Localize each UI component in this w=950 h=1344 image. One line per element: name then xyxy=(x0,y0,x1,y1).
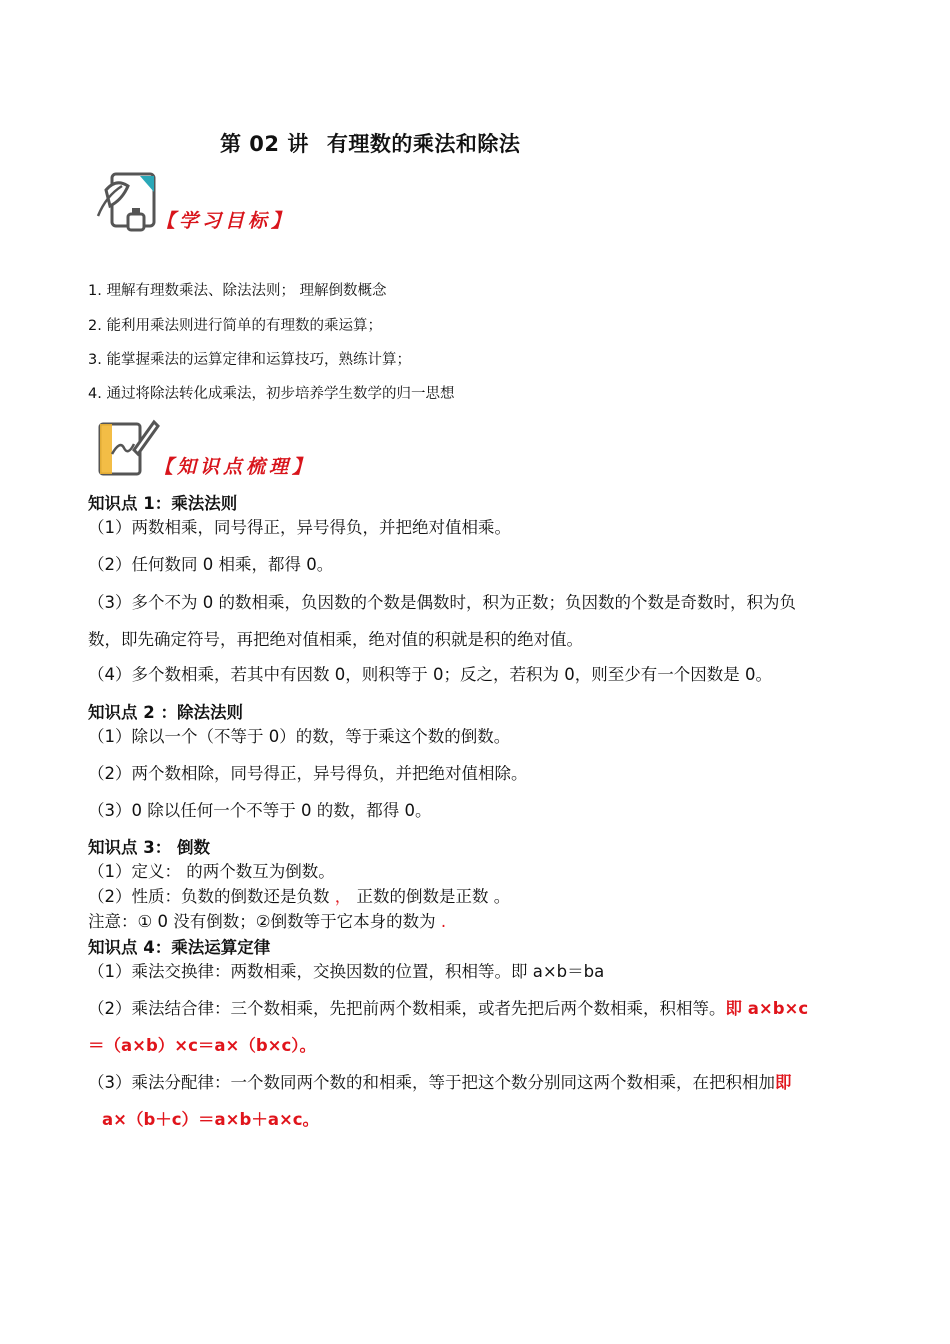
kp4-dist-formula: 即 xyxy=(775,1073,792,1092)
kp1-heading: 知识点 1：乘法法则 xyxy=(88,494,238,513)
kp4-dist-formula-cont: a×（b＋c）＝a×b＋a×c。 xyxy=(102,1110,320,1129)
kp3-line xyxy=(88,908,446,932)
notepad-pen-icon xyxy=(94,414,160,480)
kp4-line: （1）乘法交换律：两数相乘，交换因数的位置，积相等。即 a×b＝ba xyxy=(88,962,605,981)
red-comma: ， xyxy=(334,887,352,906)
kp4-assoc-text: （2）乘法结合律：三个数相乘，先把前两个数相乘，或者先把后两个数相乘，积相等。 xyxy=(88,999,726,1018)
kp3-property-text: 正数的倒数是正数 。 xyxy=(351,887,511,906)
kp4-dist-text: （3）乘法分配律：一个数同两个数的和相乘，等于把这个数分别同这两个数相乘，在把积相加 xyxy=(88,1073,775,1092)
kp4-line xyxy=(88,995,808,1019)
kp1-line: （1）两数相乘，同号得正，异号得负，并把绝对值相乘。 xyxy=(88,518,511,537)
kp3-line: （1）定义： 的两个数互为倒数。 xyxy=(88,862,335,881)
kp3-heading: 知识点 3： 倒数 xyxy=(88,838,210,857)
scroll-quill-icon xyxy=(92,168,164,240)
lecture-number: 第 02 讲 xyxy=(220,132,309,156)
kp3-note-text: 注意：① 0 没有倒数；②倒数等于它本身的数为 xyxy=(88,912,441,931)
kp4-heading: 知识点 4：乘法运算定律 xyxy=(88,938,271,957)
knowledge-banner xyxy=(94,414,324,480)
kp1-line: （3）多个不为 0 的数相乘，负因数的个数是偶数时，积为正数；负因数的个数是奇数时，积为负 xyxy=(88,593,796,612)
knowledge-banner-label: 【知识点梳理】 xyxy=(154,456,316,478)
objectives-banner-label: 【学习目标】 xyxy=(156,210,295,232)
kp2-heading: 知识点 2 ：除法法则 xyxy=(88,703,243,722)
kp4-assoc-formula: 即 a×b×c xyxy=(725,999,809,1018)
kp1-line: （2）任何数同 0 相乘，都得 0。 xyxy=(88,555,334,574)
page-title xyxy=(220,128,520,158)
objective-item: 3. 能掌握乘法的运算定律和运算技巧，熟练计算； xyxy=(88,352,411,368)
red-dot: . xyxy=(440,912,447,931)
lecture-topic: 有理数的乘法和除法 xyxy=(326,132,521,156)
kp2-line: （2）两个数相除，同号得正，异号得负，并把绝对值相除。 xyxy=(88,764,528,783)
kp1-line: （4）多个数相乘，若其中有因数 0，则积等于 0；反之，若积为 0，则至少有一个因数是 0。 xyxy=(88,665,772,684)
kp3-property-text: （2）性质：负数的倒数还是负数 xyxy=(88,887,335,906)
kp4-line xyxy=(88,1069,792,1093)
kp2-line: （3）0 除以任何一个不等于 0 的数，都得 0。 xyxy=(88,801,432,820)
kp4-assoc-formula-cont: ＝（a×b）×c＝a×（b×c）。 xyxy=(88,1036,317,1055)
objective-item: 4. 通过将除法转化成乘法，初步培养学生数学的归一思想 xyxy=(88,386,455,402)
objectives-banner xyxy=(92,168,302,240)
kp2-line: （1）除以一个（不等于 0）的数，等于乘这个数的倒数。 xyxy=(88,727,511,746)
objective-item: 2. 能利用乘法则进行简单的有理数的乘运算； xyxy=(88,318,382,334)
kp1-line: 数，即先确定符号，再把绝对值相乘，绝对值的积就是积的绝对值。 xyxy=(88,630,583,649)
objective-item: 1. 理解有理数乘法、除法法则； 理解倒数概念 xyxy=(88,283,387,299)
kp3-line xyxy=(88,883,510,907)
